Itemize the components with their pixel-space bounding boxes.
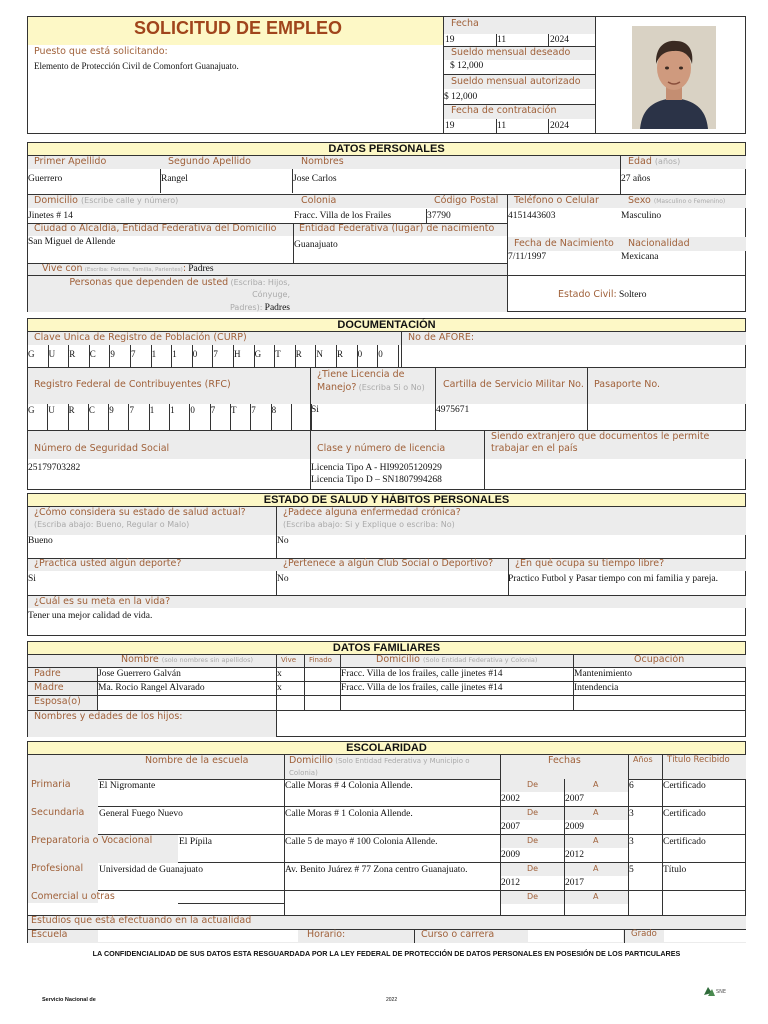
esc-escuela-value[interactable]: El Nigromante	[99, 781, 156, 791]
curp-char: C	[89, 349, 96, 359]
ciudad-value[interactable]: San Miguel de Allende	[28, 237, 116, 247]
curp-cells[interactable]	[28, 345, 401, 367]
esc-de-label: De	[527, 864, 539, 873]
esc-escuela-value[interactable]: General Fuego Nuevo	[99, 809, 183, 819]
fam-rows	[28, 668, 746, 710]
esc-de-label: De	[527, 892, 539, 901]
curp-cell[interactable]	[316, 345, 337, 367]
curp-char: G	[28, 349, 35, 359]
rfc-cell[interactable]	[130, 404, 150, 430]
curp-cell[interactable]	[69, 345, 90, 367]
esc-titulo-label: Título Recibido	[667, 755, 730, 765]
sueldo-autorizado-value[interactable]: $ 12,000	[444, 92, 478, 102]
pasaporte-label: Pasaporte No.	[594, 379, 661, 390]
contratacion-label: Fecha de contratación	[451, 105, 557, 116]
curp-char: 0	[357, 349, 363, 359]
nss-label: Número de Seguridad Social	[34, 443, 170, 454]
curp-cell[interactable]	[131, 345, 152, 367]
fam-nombre-value[interactable]: Jose Guerrero Galván	[98, 669, 181, 679]
curp-char: 1	[151, 349, 157, 359]
deporte-value[interactable]: Si	[28, 574, 36, 584]
curp-char: R	[69, 349, 76, 359]
licencia-a-value[interactable]: Licencia Tipo A - HI99205120929	[311, 463, 442, 473]
contratacion-day[interactable]: 19	[445, 121, 455, 131]
esc-anos-value[interactable]: 6	[629, 781, 634, 791]
curp-char: T	[275, 349, 281, 359]
entidad-nac-label: Entidad Federativa (lugar) de nacimiento	[299, 223, 495, 234]
esc-titulo-value[interactable]: Certificado	[663, 837, 706, 847]
salud-label: ¿Cómo considera su estado de salud actual?	[34, 507, 246, 518]
rfc-char: G	[28, 405, 35, 415]
esc-actual-label: Estudios que está efectuando en la actualidad	[31, 915, 252, 926]
meta-value[interactable]: Tener una mejor calidad de vida.	[28, 611, 153, 621]
curp-cell[interactable]	[275, 345, 296, 367]
licencia-q-value[interactable]: Si	[311, 405, 319, 415]
segundo-apellido-label: Segundo Apellido	[168, 156, 251, 167]
esc-actual-curso-field[interactable]	[528, 930, 623, 942]
esc-domicilio-value[interactable]: Calle Moras # 4 Colonia Allende.	[285, 781, 413, 791]
sueldo-deseado-value[interactable]: $ 12,000	[450, 61, 484, 71]
nss-value[interactable]: 25179703282	[28, 463, 81, 473]
curp-cell[interactable]	[152, 345, 173, 367]
fam-ocupacion-value[interactable]: Intendencia	[574, 683, 619, 693]
cartilla-label: Cartilla de Servicio Militar No.	[443, 379, 584, 390]
familiares-title: DATOS FAMILIARES	[28, 642, 745, 655]
licencia-d-value[interactable]: Licencia Tipo D – SN1807994268	[311, 475, 442, 485]
hijos-label: Nombres y edades de los hijos:	[34, 711, 183, 722]
curp-cell[interactable]	[172, 345, 193, 367]
esc-anos-value[interactable]: 3	[629, 837, 634, 847]
colonia-value[interactable]: Fracc. Villa de los Frailes	[294, 211, 392, 221]
rfc-char: 7	[129, 405, 134, 415]
esc-horario-label: Horario:	[307, 929, 346, 940]
rfc-cell[interactable]	[150, 404, 170, 430]
esc-row	[28, 807, 746, 835]
header-section	[27, 16, 746, 134]
salud-value[interactable]: Bueno	[28, 536, 53, 546]
escolaridad-title: ESCOLARIDAD	[28, 742, 745, 755]
esc-a-value[interactable]: 2017	[565, 878, 584, 888]
esc-domicilio-value[interactable]: Calle 5 de mayo # 100 Colonia Allende.	[285, 837, 438, 847]
vive-con-row: Vive con (Escriba: Padres, Familia, Parientes): Padres	[42, 263, 214, 274]
esc-escuela-value[interactable]: El Pípila	[179, 837, 212, 847]
esc-domicilio-label: Domicilio (Solo Entidad Federativa y Municipio o Colonia)	[289, 755, 470, 777]
deporte-label: ¿Practica usted algún deporte?	[34, 558, 182, 569]
cp-value[interactable]: 37790	[427, 211, 451, 221]
telefono-value[interactable]: 4151443603	[508, 211, 556, 221]
rfc-cell[interactable]	[48, 404, 68, 430]
nombres-value[interactable]: Jose Carlos	[293, 174, 337, 184]
esc-a-label: A	[593, 836, 599, 845]
cp-label: Código Postal	[434, 195, 499, 206]
fam-vive-value[interactable]: x	[277, 669, 282, 679]
esc-anos-value[interactable]: 3	[629, 809, 634, 819]
curp-cell[interactable]	[49, 345, 70, 367]
nacionalidad-label: Nacionalidad	[628, 238, 690, 249]
esc-a-label: A	[593, 808, 599, 817]
datos-personales-section	[27, 142, 746, 312]
esc-nivel-label: Profesional	[31, 863, 84, 874]
segundo-apellido-value[interactable]: Rangel	[161, 174, 188, 184]
esc-a-label: A	[593, 864, 599, 873]
domicilio-label: Domicilio (Escribe calle y número)	[34, 195, 179, 206]
curp-char: 7	[213, 349, 218, 359]
dependen-label: Personas que dependen de usted (Escriba: Hijos, Cónyuge, Padres): Padres	[69, 277, 290, 313]
sne-logo-text: SNE	[716, 989, 727, 995]
fam-ocupacion-value[interactable]: Mantenimiento	[574, 669, 633, 679]
fam-row	[28, 668, 746, 682]
tiempo-value[interactable]: Practico Futbol y Pasar tiempo con mi familia y pareja.	[508, 574, 719, 584]
cronica-value[interactable]: No	[277, 536, 289, 546]
curp-char: H	[234, 349, 241, 359]
fecha-label: Fecha	[451, 18, 479, 29]
rfc-cells[interactable]	[28, 404, 310, 430]
esc-a-value[interactable]: 2009	[565, 822, 584, 832]
familiares-section	[27, 641, 746, 737]
cronica-hint: (Escriba abajo: Si y Explique o escriba: No)	[283, 520, 455, 529]
puesto-value[interactable]: Elemento de Protección Civil de Comonfort Guanajuato.	[34, 61, 239, 71]
edad-value[interactable]: 27 años	[621, 174, 651, 184]
esc-rows	[28, 779, 746, 915]
fecha-month[interactable]: 11	[497, 35, 507, 45]
confidencialidad-note: LA CONFIDENCIALIDAD DE SUS DATOS ESTA RESGUARDADA POR LA LEY FEDERAL DE PROTECCIÓN DE DATOS PERSONALES EN POSESIÓN DE LOS PARTICULARES	[92, 949, 681, 958]
fam-rel-label: Madre	[34, 682, 64, 693]
esc-fechas-divider	[564, 891, 565, 915]
esc-de-value[interactable]: 2012	[501, 878, 520, 888]
sexo-value[interactable]: Masculino	[621, 211, 662, 221]
fam-nombre-value[interactable]: Ma. Rocio Rangel Alvarado	[98, 683, 205, 693]
fam-row	[28, 696, 746, 710]
fam-row	[28, 682, 746, 696]
applicant-photo	[632, 26, 716, 129]
curp-char: R	[337, 349, 344, 359]
curp-cell[interactable]	[28, 345, 49, 367]
esc-nivel-label: Secundaria	[31, 807, 85, 818]
fam-ocupacion-label: Ocupación	[634, 654, 685, 665]
rfc-char: 7	[251, 405, 256, 415]
rfc-char: C	[88, 405, 95, 415]
salud-section	[27, 493, 746, 636]
curp-char: 0	[378, 349, 383, 359]
meta-label: ¿Cuál es su meta en la vida?	[34, 596, 171, 607]
esc-nivel-label: Preparatoria o Vocacional	[31, 835, 153, 846]
nacionalidad-value[interactable]: Mexicana	[621, 252, 659, 262]
fam-vive-label: Vive	[281, 656, 297, 664]
rfc-char: 9	[109, 405, 114, 415]
curp-cell[interactable]	[213, 345, 234, 367]
esc-de-label: De	[527, 836, 539, 845]
curp-cell[interactable]	[255, 345, 276, 367]
rfc-cell[interactable]	[89, 404, 109, 430]
esc-a-label: A	[593, 780, 599, 789]
primer-apellido-value[interactable]: Guerrero	[28, 174, 63, 184]
dependen-value[interactable]: Padres	[264, 303, 290, 313]
rfc-cell[interactable]	[28, 404, 48, 430]
curp-cell[interactable]	[193, 345, 214, 367]
esc-titulo-value[interactable]: Certificado	[663, 809, 706, 819]
primer-apellido-label: Primer Apellido	[34, 156, 107, 167]
extranjero-label: Siendo extranjero que documentos le permite trabajar en el país	[491, 431, 710, 454]
rfc-char: 1	[170, 405, 175, 415]
esc-a-value[interactable]: 2007	[565, 794, 584, 804]
rfc-char: 8	[271, 405, 277, 415]
telefono-label: Teléfono o Celular	[514, 195, 599, 206]
rfc-cell[interactable]	[231, 404, 251, 430]
rfc-cell[interactable]	[170, 404, 190, 430]
documentacion-section	[27, 318, 746, 490]
puesto-label: Puesto que está solicitando:	[34, 46, 168, 57]
contratacion-year[interactable]: 2024	[550, 121, 569, 131]
esc-a-value[interactable]: 2012	[565, 850, 584, 860]
curp-cell[interactable]	[296, 345, 317, 367]
entidad-nac-value[interactable]: Guanajuato	[294, 240, 338, 250]
curp-cell[interactable]	[337, 345, 358, 367]
nombres-label: Nombres	[301, 156, 344, 167]
esc-blank	[178, 891, 284, 904]
esc-anos-label: Años	[633, 755, 653, 764]
curp-cell[interactable]	[90, 345, 111, 367]
esc-actual-escuela-field[interactable]	[98, 930, 298, 942]
curp-char: U	[48, 349, 56, 359]
curp-cell[interactable]	[358, 345, 379, 367]
cronica-label: ¿Padece alguna enfermedad crónica?	[283, 507, 461, 518]
edad-label: Edad (años)	[628, 156, 681, 167]
rfc-char: R	[68, 405, 75, 415]
esc-de-value[interactable]: 2009	[501, 850, 520, 860]
datos-personales-title: DATOS PERSONALES	[28, 143, 745, 156]
esc-titulo-value[interactable]: Título	[663, 865, 687, 875]
colonia-label: Colonia	[301, 195, 337, 206]
esc-grado-label: Grado	[631, 929, 657, 939]
clase-licencia-label: Clase y número de licencia	[317, 443, 446, 454]
fam-domicilio-value[interactable]: Fracc. Villa de los frailes, calle jinetes #14	[341, 683, 503, 693]
esc-fechas-label: Fechas	[548, 755, 581, 766]
curp-char: N	[316, 349, 323, 359]
esc-row	[28, 835, 746, 863]
sne-logo	[702, 984, 732, 998]
curp-char: 0	[192, 349, 198, 359]
documentacion-title: DOCUMENTACIÓN	[28, 319, 745, 332]
fam-vive-value[interactable]: x	[277, 683, 282, 693]
rfc-cell[interactable]	[251, 404, 271, 430]
sexo-label: Sexo (Masculino o Femenino)	[628, 195, 726, 206]
fam-rel-label: Padre	[34, 668, 61, 679]
fam-nombre-label: Nombre (solo nombres sin apellidos)	[121, 654, 253, 665]
esc-nivel-label: Primaria	[31, 779, 71, 790]
sueldo-autorizado-label: Sueldo mensual autorizado	[451, 76, 581, 87]
esc-escuela-value[interactable]: Universidad de Guanajuato	[99, 865, 203, 875]
curp-char: 9	[110, 349, 115, 359]
esc-actual-grado-field[interactable]	[664, 930, 746, 942]
curp-cell[interactable]	[110, 345, 131, 367]
esc-domicilio-value[interactable]: Calle Moras # 1 Colonia Allende.	[285, 809, 413, 819]
tiempo-label: ¿En qué ocupa su tiempo libre?	[515, 558, 665, 569]
estado-civil-value[interactable]: Soltero	[619, 290, 647, 300]
curp-char: R	[295, 349, 302, 359]
esc-escuela-label: Nombre de la escuela	[145, 755, 249, 766]
rfc-cell[interactable]	[292, 404, 312, 430]
esc-anos-value[interactable]: 5	[629, 865, 634, 875]
curp-char: 7	[131, 349, 136, 359]
fam-domicilio-value[interactable]: Fracc. Villa de los frailes, calle jinetes #14	[341, 669, 503, 679]
salud-hint: (Escriba abajo: Bueno, Regular o Malo)	[34, 520, 190, 529]
escolaridad-section	[27, 741, 746, 943]
rfc-cell[interactable]	[69, 404, 89, 430]
esc-de-label: De	[527, 780, 539, 789]
esc-titulo-value[interactable]: Certificado	[663, 781, 706, 791]
footer-year: 2022	[386, 997, 398, 1003]
esc-de-value[interactable]: 2007	[501, 822, 520, 832]
footer-servicio: Servicio Nacional de	[42, 997, 96, 1003]
rfc-cell[interactable]	[272, 404, 292, 430]
rfc-cell[interactable]	[211, 404, 231, 430]
curp-char: G	[254, 349, 262, 359]
esc-escuela-row-label: Escuela	[31, 929, 68, 940]
curp-label: Clave Unica de Registro de Población (CURP)	[34, 332, 247, 343]
afore-label: No de AFORE:	[408, 332, 475, 343]
vive-con-value[interactable]: Padres	[188, 264, 214, 274]
rfc-cell[interactable]	[109, 404, 129, 430]
form-title: SOLICITUD DE EMPLEO	[134, 18, 343, 38]
rfc-char: 7	[210, 405, 216, 415]
rfc-cell[interactable]	[190, 404, 210, 430]
esc-row	[28, 779, 746, 807]
club-label: ¿Pertenece a algún Club Social o Deportivo?	[283, 558, 494, 569]
esc-de-value[interactable]: 2002	[501, 794, 520, 804]
sueldo-deseado-label: Sueldo mensual deseado	[451, 47, 571, 58]
ciudad-label: Ciudad o Alcaldía, Entidad Federativa del Domicilio	[34, 223, 277, 234]
esc-row	[28, 863, 746, 891]
fam-finado-label: Finado	[309, 656, 332, 664]
club-value[interactable]: No	[277, 574, 289, 584]
curp-cell[interactable]	[234, 345, 255, 367]
fam-domicilio-label: Domicilio (Solo Entidad Federativa y Colonia)	[376, 654, 538, 665]
curp-char: 1	[172, 349, 177, 359]
estado-civil-row: Estado Civil: Soltero	[558, 289, 647, 300]
contratacion-month[interactable]: 11	[497, 121, 507, 131]
domicilio-value[interactable]: Jinetes # 14	[28, 211, 73, 221]
salud-title: ESTADO DE SALUD Y HÁBITOS PERSONALES	[28, 494, 745, 507]
cartilla-value[interactable]: 4975671	[436, 405, 470, 415]
esc-de-label: De	[527, 808, 539, 817]
rfc-char: T	[231, 405, 237, 415]
fecha-day[interactable]: 19	[445, 35, 455, 45]
esc-curso-label: Curso o carrera	[421, 929, 495, 940]
fecha-nac-value[interactable]: 7/11/1997	[508, 252, 547, 262]
curp-cell[interactable]	[378, 345, 399, 367]
rfc-char: U	[48, 405, 55, 415]
fecha-nac-label: Fecha de Nacimiento	[514, 238, 614, 249]
rfc-char: 1	[149, 405, 155, 415]
esc-domicilio-value[interactable]: Av. Benito Juárez # 77 Zona centro Guanajuato.	[285, 865, 468, 875]
licencia-q-label: ¿Tiene Licencia de Manejo? (Escriba Si o No)	[317, 369, 425, 393]
esc-row	[28, 891, 746, 915]
rfc-label: Registro Federal de Contribuyentes (RFC)	[34, 379, 231, 390]
esc-nivel-label: Comercial u otras	[31, 891, 115, 902]
esc-a-label: A	[593, 892, 599, 901]
fecha-year[interactable]: 2024	[550, 35, 569, 45]
rfc-char: 0	[190, 405, 195, 415]
fam-rel-label: Esposa(o)	[34, 696, 81, 707]
